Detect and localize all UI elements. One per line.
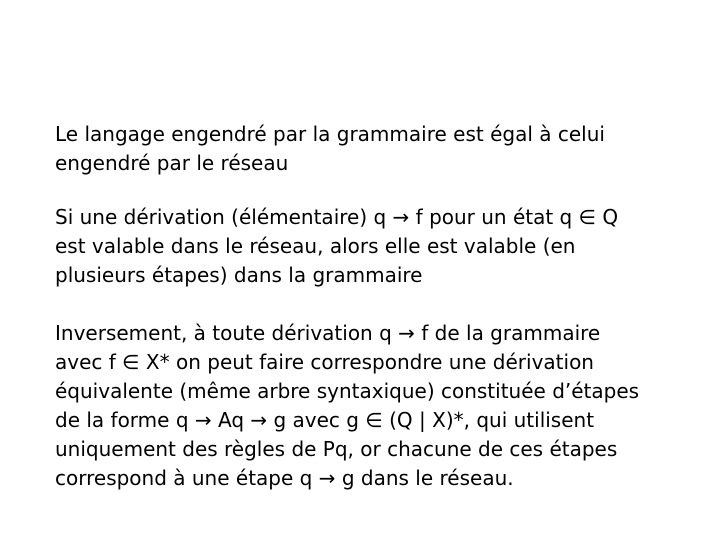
text-line: Inversement, à toute dérivation q → f de la grammaire [55,321,601,345]
paragraph-converse-derivation [55,319,695,493]
text-line: est valable dans le réseau, alors elle est valable (en [55,234,576,258]
text-line: avec f ∈ X* on peut faire correspondre une dérivation [55,350,594,374]
text-line: correspond à une étape q → g dans le réseau. [55,466,514,490]
text-line: plusieurs étapes) dans la grammaire [55,263,423,287]
text-line: équivalente (même arbre syntaxique) constituée d’étapes [55,379,640,403]
text-line: Le langage engendré par la grammaire est égal à celui [55,122,605,146]
paragraph-language-equality [55,120,695,178]
text-line: uniquement des règles de Pq, or chacune de ces étapes [55,437,618,461]
text-line: engendré par le réseau [55,151,289,175]
text-line: Si une dérivation (élémentaire) q → f pour un état q ∈ Q [55,205,619,229]
text-line: de la forme q → Aq → g avec g ∈ (Q | X)*, qui utilisent [55,408,595,432]
paragraph-derivation-valid [55,203,695,290]
